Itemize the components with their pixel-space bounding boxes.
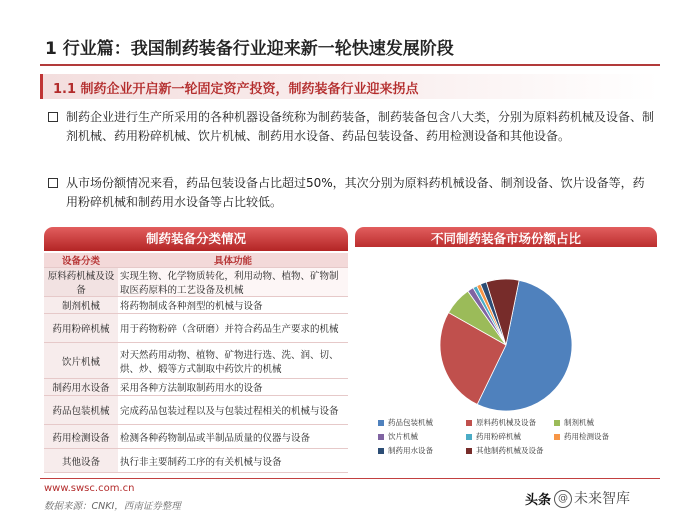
table-header-cell: 设备分类 xyxy=(44,253,118,268)
table-cell-function: 完成药品包装过程以及与包装过程相关的机械与设备 xyxy=(118,396,348,425)
table-header-row xyxy=(44,253,348,268)
legend-item xyxy=(466,432,521,442)
table-cell-function: 对天然药用动物、植物、矿物进行选、洗、润、切、烘、炒、煅等方式制取中药饮片的机械 xyxy=(118,343,348,379)
table-cell-category: 其他设备 xyxy=(44,449,118,473)
legend-swatch xyxy=(466,420,472,426)
table-row xyxy=(44,297,348,314)
table-row xyxy=(44,396,348,425)
legend-swatch xyxy=(378,434,384,440)
bullet-text: 制药企业进行生产所采用的各种机器设备统称为制药装备，制药装备包含八大类，分别为原料药机械及设备、制剂机械、药用粉碎机械、饮片机械、制药用水设备、药品包装设备、药用检测设备和其他设备。 xyxy=(66,110,655,143)
legend-item xyxy=(378,446,433,456)
table-cell-category: 饮片机械 xyxy=(44,343,118,379)
table-cell-function: 将药物制成各种剂型的机械与设备 xyxy=(118,297,348,314)
footer-url: www.swsc.com.cn xyxy=(44,483,135,494)
table-row xyxy=(44,449,348,473)
legend-item xyxy=(378,432,418,442)
table-cell-function: 执行非主要制药工序的有关机械与设备 xyxy=(118,449,348,473)
legend-label: 制药用水设备 xyxy=(388,446,433,455)
table-cell-category: 药用粉碎机械 xyxy=(44,314,118,343)
legend-item xyxy=(466,446,544,456)
legend-label: 药品包装机械 xyxy=(388,418,433,427)
legend-label: 制剂机械 xyxy=(564,418,594,427)
table-cell-function: 用于药物粉碎（含研磨）并符合药品生产要求的机械 xyxy=(118,314,348,343)
table-cell-category: 制药用水设备 xyxy=(44,379,118,396)
table-cell-category: 药用检测设备 xyxy=(44,425,118,449)
page-title: 1 行业篇：我国制药装备行业迎来新一轮快速发展阶段 xyxy=(45,39,454,59)
watermark-handle: 未来智库 xyxy=(574,491,630,507)
legend-item xyxy=(554,432,609,442)
legend-swatch xyxy=(554,434,560,440)
legend-item xyxy=(378,418,433,428)
table-panel-header: 制药装备分类情况 xyxy=(44,227,348,251)
section-subtitle: 1.1 制药企业开启新一轮固定资产投资，制药装备行业迎来拐点 xyxy=(53,82,419,97)
chart-panel-header: 不同制药装备市场份额占比 xyxy=(355,227,657,251)
legend-swatch xyxy=(378,448,384,454)
pie-chart xyxy=(355,247,657,417)
table-cell-category: 原料药机械及设备 xyxy=(44,268,118,297)
classification-table xyxy=(44,253,348,473)
legend-label: 原料药机械及设备 xyxy=(476,418,536,427)
watermark-prefix: 头条 xyxy=(525,493,552,508)
table-row xyxy=(44,268,348,297)
table-cell-category: 药品包装机械 xyxy=(44,396,118,425)
legend-label: 药用检测设备 xyxy=(564,432,609,441)
bullet-square-icon xyxy=(48,178,58,188)
legend-label: 饮片机械 xyxy=(388,432,418,441)
table-row xyxy=(44,343,348,379)
bullet-item xyxy=(48,174,658,214)
legend-item xyxy=(554,418,594,428)
legend-item xyxy=(466,418,536,428)
table-cell-function: 采用各种方法制取制药用水的设备 xyxy=(118,379,348,396)
bullet-text: 从市场份额情况来看，药品包装设备占比超过50%，其次分别为原料药机械设备、制剂设备、饮片设备等，药用粉碎机械和制药用水设备等占比较低。 xyxy=(66,176,645,209)
legend-swatch xyxy=(554,420,560,426)
table-row xyxy=(44,425,348,449)
table-cell-function: 实现生物、化学物质转化，利用动物、植物、矿物制取医药原料的工艺设备及机械 xyxy=(118,268,348,297)
at-icon: @ xyxy=(554,490,572,508)
table-header-cell: 具体功能 xyxy=(118,253,348,268)
table-row xyxy=(44,379,348,396)
table-cell-category: 制剂机械 xyxy=(44,297,118,314)
footer-divider xyxy=(40,478,660,479)
table-cell-function: 检测各种药物制品或半制品质量的仪器与设备 xyxy=(118,425,348,449)
legend-swatch xyxy=(466,434,472,440)
footer-source: 数据来源：CNKI，西南证券整理 xyxy=(44,501,181,512)
section-banner xyxy=(40,74,659,99)
bullet-square-icon xyxy=(48,112,58,122)
title-divider xyxy=(40,64,660,66)
legend-label: 其他制药机械及设备 xyxy=(476,446,544,455)
table-row xyxy=(44,314,348,343)
legend-swatch xyxy=(378,420,384,426)
legend-swatch xyxy=(466,448,472,454)
legend-label: 药用粉碎机械 xyxy=(476,432,521,441)
bullet-item xyxy=(48,108,658,160)
